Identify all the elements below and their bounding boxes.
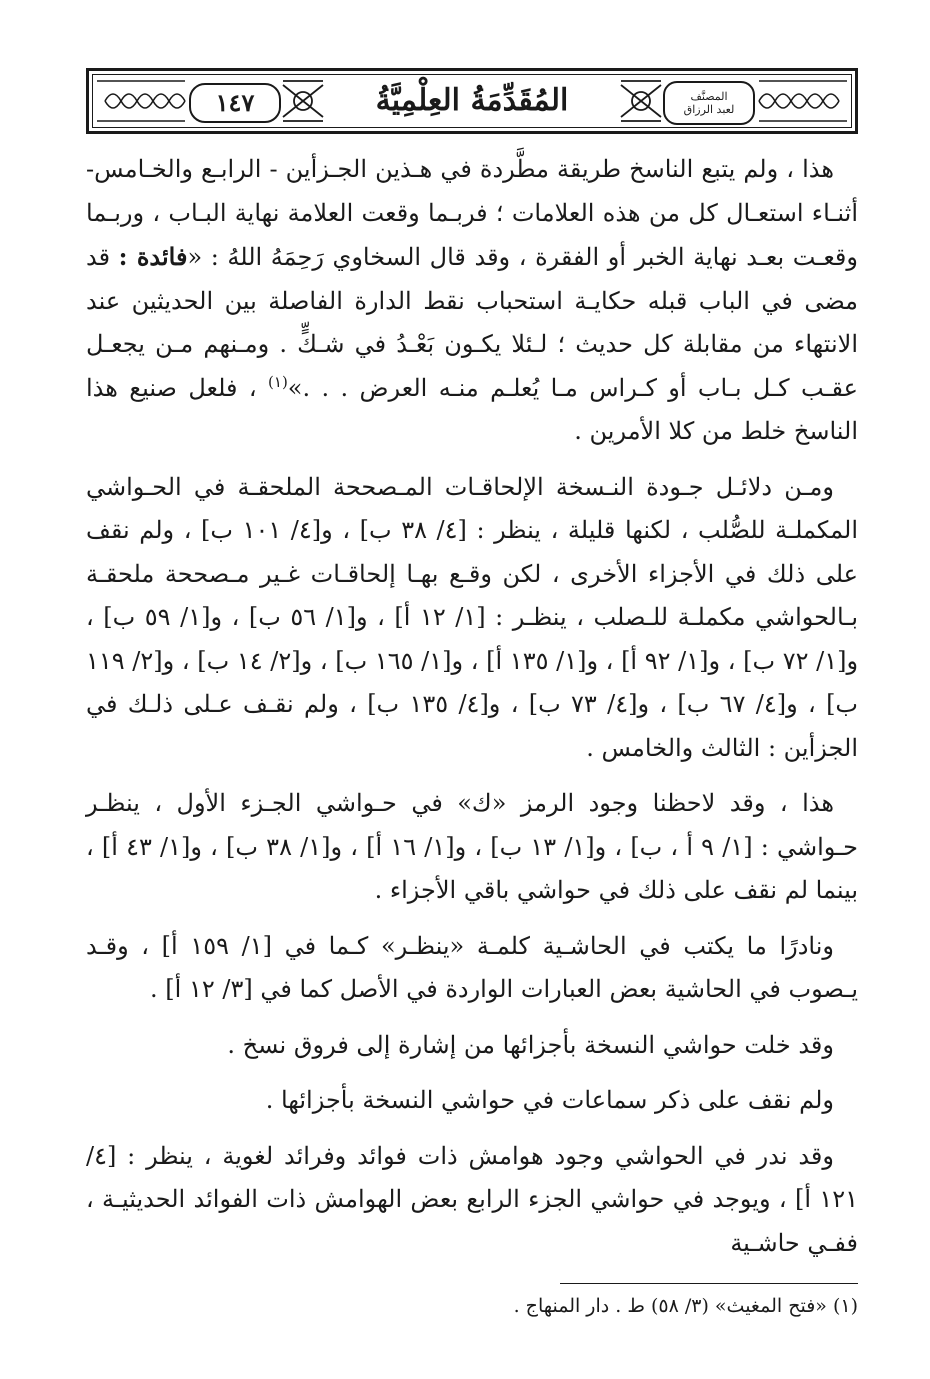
footnote-reference[interactable]: (١) (268, 372, 288, 391)
paragraph (86, 782, 858, 913)
text-segment: وقد خلت حواشي النسخة بأجزائها من إشارة إلى فروق نسخ . (227, 1030, 834, 1059)
text-segment: هذا ، وقد لاحظنا وجود الرمز «ك» في حـواشي الجـزء الأول ، ينظـر حـواشي : [١/ ٩ أ ، ب] ، و[١/ ١٣ ب] ، و[١/ ١٦ أ] ، و[١/ ٣٨ ب] ، و[١/ ٤٣ أ] ، بينما لم نقف على ذلك في حواشي باقي الأجزاء . (86, 789, 859, 904)
text-segment: وقد ندر في الحواشي وجود هوامش ذات فوائد وفرائد لغوية ، ينظر : [٤/ ١٢١ أ] ، ويوجد في حواشي الجزء الرابع بعض الهوامش ذات الفوائد الحديثيـة ، ففـي حاشـية (86, 1141, 858, 1257)
body-text (86, 148, 858, 1277)
text-segment: قد مضى في الباب قبله حكايـة استحباب نقط الدارة الفاصلة بين الحديثين عند الانتهاء من مقابلة كل حديث ؛ لـئلا يكـون بَعْـدُ في شـكٍّ . ومـنهم مـن يجعـل عقـب كـل بـاب أو كـراس مـا يُعلـم منـه العرض . . .» (86, 243, 859, 402)
brand-logo (663, 81, 755, 125)
text-segment: ، فلعل صنيع هذا الناسخ خلط من كلا الأمرين . (86, 373, 858, 445)
paragraph (86, 1079, 858, 1123)
knot-ornament-left (279, 77, 327, 125)
brand-line-2: لعبد الرزاق (683, 103, 735, 116)
footnote-rule (560, 1283, 858, 1284)
page-number: ١٤٧ (189, 83, 281, 123)
text-segment: ونادرًا ما يكتب في الحاشـية كلمـة «ينظـر» كـما في [١/ ١٥٩ أ] ، وقـد يـصوب في الحاشية بعض العبارات الواردة في الأصل كما في [٣/ ١٢ أ] . (86, 931, 858, 1003)
bold-term: فائدة : (118, 242, 188, 271)
paragraph (86, 925, 858, 1012)
text-segment: هذا ، ولم يتبع الناسخ طريقة مطَّردة في هـذين الجـزأين - الرابـع والخـامس- أثنـاء استعـال كل من هذه العلامات ؛ فربـما وقعت العلامة نهاية البـاب ، وربـما وقعـت بعـد نهاية الخبر أو الفقرة ، وقد قال السخاوي رَحِمَهُ اللهُ : « (86, 155, 858, 271)
text-segment: ولم نقف على ذكر سماعات في حواشي النسخة بأجزائها . (265, 1086, 834, 1114)
brand-line-1: المصنَّف (690, 90, 728, 103)
ornament-left (95, 77, 187, 125)
footnote: (١) «فتح المغيث» (٣/ ٥٨) ط . دار المنهاج . (513, 1295, 858, 1317)
knot-ornament-right (617, 77, 665, 125)
page-header (86, 68, 858, 134)
paragraph (86, 1024, 858, 1068)
ornament-right (757, 77, 849, 125)
paragraph (86, 1135, 858, 1266)
paragraph (86, 148, 858, 454)
text-segment: ومـن دلائـل جـودة النـسخة الإلحاقـات المـصححة الملحقـة في الحـواشي المكملـة للصُّلب ، لكنها قليلة ، ينظر : [٤/ ٣٨ ب] ، و[٤/ ١٠١ ب] ، ولم نقف على ذلك في الأجزاء الأخرى ، لكن وقـع بهـا إلحاقـات غـير مـصححة ملحقـة بـالحواشي مكملـة للـصلب ، ينظـر : [١/ ١٢ أ] ، و[١/ ٥٦ ب] ، و[١/ ٥٩ ب] ، و[١/ ٧٢ ب] ، و[١/ ٩٢ أ] ، و[١/ ١٣٥ أ] ، و[١/ ١٦٥ ب] ، و[٢/ ١٤ ب] ، و[٢/ ١١٩ ب] ، و[٤/ ٦٧ ب] ، و[٤/ ٧٣ ب] ، و[٤/ ١٣٥ ب] ، ولم نقـف عـلى ذلـك في الجزأين : الثالث والخامس . (86, 472, 859, 762)
running-title: المُقَدِّمَةُ العِلْمِيَّةُ (375, 83, 569, 118)
paragraph (86, 466, 858, 771)
